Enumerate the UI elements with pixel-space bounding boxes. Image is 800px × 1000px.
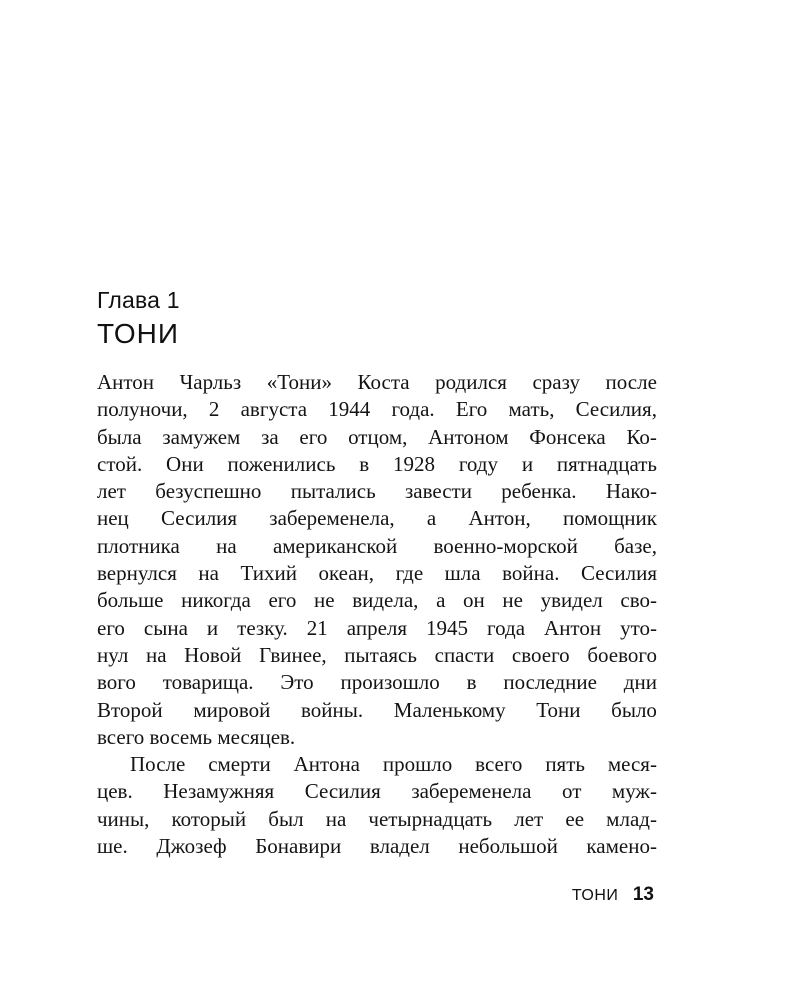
word: «Тони» xyxy=(266,370,332,394)
word: и xyxy=(521,451,534,476)
word: Гвинее, xyxy=(259,642,327,667)
word: Незамужняя xyxy=(163,779,275,804)
word: Тони xyxy=(536,697,581,722)
word: года xyxy=(487,615,526,640)
word: Антон, xyxy=(468,506,531,531)
word: Фонсека xyxy=(529,424,606,449)
word: на xyxy=(216,533,237,558)
word: После xyxy=(130,752,186,777)
word: нец xyxy=(97,506,129,531)
word: вого xyxy=(97,670,136,695)
word: за xyxy=(261,424,279,449)
word: лет xyxy=(97,479,126,504)
text-line xyxy=(97,533,657,560)
text-line xyxy=(97,778,657,805)
word: чины, xyxy=(97,806,150,831)
word: 2 xyxy=(208,397,220,422)
word: в xyxy=(466,670,477,695)
word: военно-морской xyxy=(433,533,578,558)
word: цев. xyxy=(97,779,133,804)
word: океан, xyxy=(318,561,375,586)
word: Антон xyxy=(97,370,155,394)
word: была xyxy=(97,424,142,449)
word: Антона xyxy=(293,752,361,777)
word: четырнадцать xyxy=(368,806,493,831)
word: году xyxy=(458,451,498,476)
word: Тихий xyxy=(240,561,297,586)
word: нул xyxy=(97,642,129,667)
word: вернулся xyxy=(97,561,177,586)
text-line xyxy=(97,615,657,642)
word: апреля xyxy=(346,615,408,640)
text-line-paragraph-end: всего восемь месяцев. xyxy=(97,724,296,749)
word: камено- xyxy=(586,834,657,859)
text-line xyxy=(97,587,657,614)
word: 1944 xyxy=(328,397,371,422)
word: отцом, xyxy=(348,424,408,449)
word: Второй xyxy=(97,697,163,722)
word: сына xyxy=(143,615,188,640)
word: тезку. xyxy=(237,615,288,640)
word: поженились xyxy=(227,451,336,476)
word: Нако- xyxy=(605,479,657,504)
word: Сесилия xyxy=(161,506,238,531)
word: пять xyxy=(545,752,585,777)
word: Антон xyxy=(544,615,602,640)
word: пытались xyxy=(290,479,376,504)
word: помощник xyxy=(562,506,657,531)
word: Сесилия, xyxy=(575,397,657,422)
word: войны. xyxy=(301,697,364,722)
chapter-title: ТОНИ xyxy=(97,318,179,349)
word: произошло xyxy=(340,670,440,695)
word: млад- xyxy=(606,806,657,831)
word: он xyxy=(463,588,485,613)
word: плотника xyxy=(97,533,180,558)
word: забеременела xyxy=(411,779,532,804)
word: война. xyxy=(502,561,560,586)
word: Сесилия xyxy=(580,561,657,586)
text-line xyxy=(97,478,657,505)
text-line xyxy=(97,369,657,396)
text-line xyxy=(97,396,657,423)
word: базе, xyxy=(614,533,657,558)
word: его xyxy=(268,588,297,613)
word: боевого xyxy=(587,642,657,667)
word: после xyxy=(605,370,657,394)
text-line xyxy=(97,806,657,833)
word: мировой xyxy=(193,697,271,722)
text-line xyxy=(97,642,657,669)
word: не xyxy=(502,588,523,613)
word: 1945 xyxy=(426,615,469,640)
word: сразу xyxy=(532,370,580,394)
word: спасти xyxy=(434,642,495,667)
word: шла xyxy=(444,561,481,586)
word: на xyxy=(198,561,219,586)
word: от xyxy=(561,779,582,804)
text-line xyxy=(97,669,657,696)
word: Маленькому xyxy=(393,697,506,722)
word: где xyxy=(395,561,424,586)
word: завести xyxy=(404,479,472,504)
word: Коста xyxy=(357,370,410,394)
word: ребенка. xyxy=(501,479,577,504)
word: меся- xyxy=(607,752,657,777)
text-line-paragraph-start xyxy=(97,751,657,778)
word: Бонавири xyxy=(255,834,342,859)
word: августа xyxy=(240,397,308,422)
word: больше xyxy=(97,588,164,613)
word: Его xyxy=(455,397,488,422)
word: ше. xyxy=(97,834,128,859)
word: небольшой xyxy=(458,834,558,859)
word: безуспешно xyxy=(155,479,262,504)
text-line xyxy=(97,697,657,724)
chapter-label: Глава 1 xyxy=(97,287,180,313)
word: а xyxy=(426,506,437,531)
word: владел xyxy=(369,834,430,859)
word: мать, xyxy=(508,397,555,422)
word: Джозеф xyxy=(156,834,227,859)
word: 1928 xyxy=(392,451,435,476)
word: Антоном xyxy=(428,424,509,449)
text-line xyxy=(97,833,657,860)
word: его xyxy=(299,424,328,449)
word: забеременела, xyxy=(269,506,395,531)
text-line xyxy=(97,451,657,478)
word: который xyxy=(171,806,247,831)
chapter-header xyxy=(97,284,657,352)
word: полуночи, xyxy=(97,397,188,422)
word: американской xyxy=(272,533,398,558)
running-head: ТОНИ xyxy=(571,887,619,904)
word: на xyxy=(145,642,167,667)
word: уто- xyxy=(620,615,657,640)
word: не xyxy=(314,588,335,613)
word: Чарльз xyxy=(179,370,242,394)
word: всего xyxy=(475,752,523,777)
word: был xyxy=(268,806,304,831)
word: а xyxy=(436,588,446,613)
text-line xyxy=(97,505,657,532)
word: своего xyxy=(511,642,570,667)
word: муж- xyxy=(611,779,657,804)
word: 21 xyxy=(306,615,328,640)
word: лет xyxy=(514,806,544,831)
word: прошло xyxy=(382,752,453,777)
word: пятнадцать xyxy=(556,451,657,476)
word: его xyxy=(97,615,125,640)
word: года. xyxy=(391,397,435,422)
page-footer xyxy=(97,884,654,906)
word: родился xyxy=(435,370,507,394)
word: было xyxy=(611,697,657,722)
word: товарища. xyxy=(162,670,254,695)
word: Сесилия xyxy=(304,779,381,804)
chapter-body-text xyxy=(97,369,657,860)
text-line xyxy=(97,424,657,451)
word: Ко- xyxy=(626,424,657,449)
word: стой. xyxy=(97,451,143,476)
word: на xyxy=(325,806,347,831)
page-number: 13 xyxy=(632,884,654,905)
word: смерти xyxy=(208,752,271,777)
word: увидел xyxy=(540,588,603,613)
text-line xyxy=(97,560,657,587)
word: Новой xyxy=(184,642,242,667)
word: ее xyxy=(565,806,585,831)
word: сво- xyxy=(620,588,657,613)
word: в xyxy=(359,451,370,476)
word: последние xyxy=(503,670,597,695)
word: замужем xyxy=(162,424,241,449)
word: никогда xyxy=(181,588,251,613)
word: Это xyxy=(280,670,314,695)
word: дни xyxy=(623,670,657,695)
word: видела, xyxy=(352,588,419,613)
word: пытаясь xyxy=(344,642,417,667)
word: и xyxy=(206,615,219,640)
word: Они xyxy=(166,451,204,476)
